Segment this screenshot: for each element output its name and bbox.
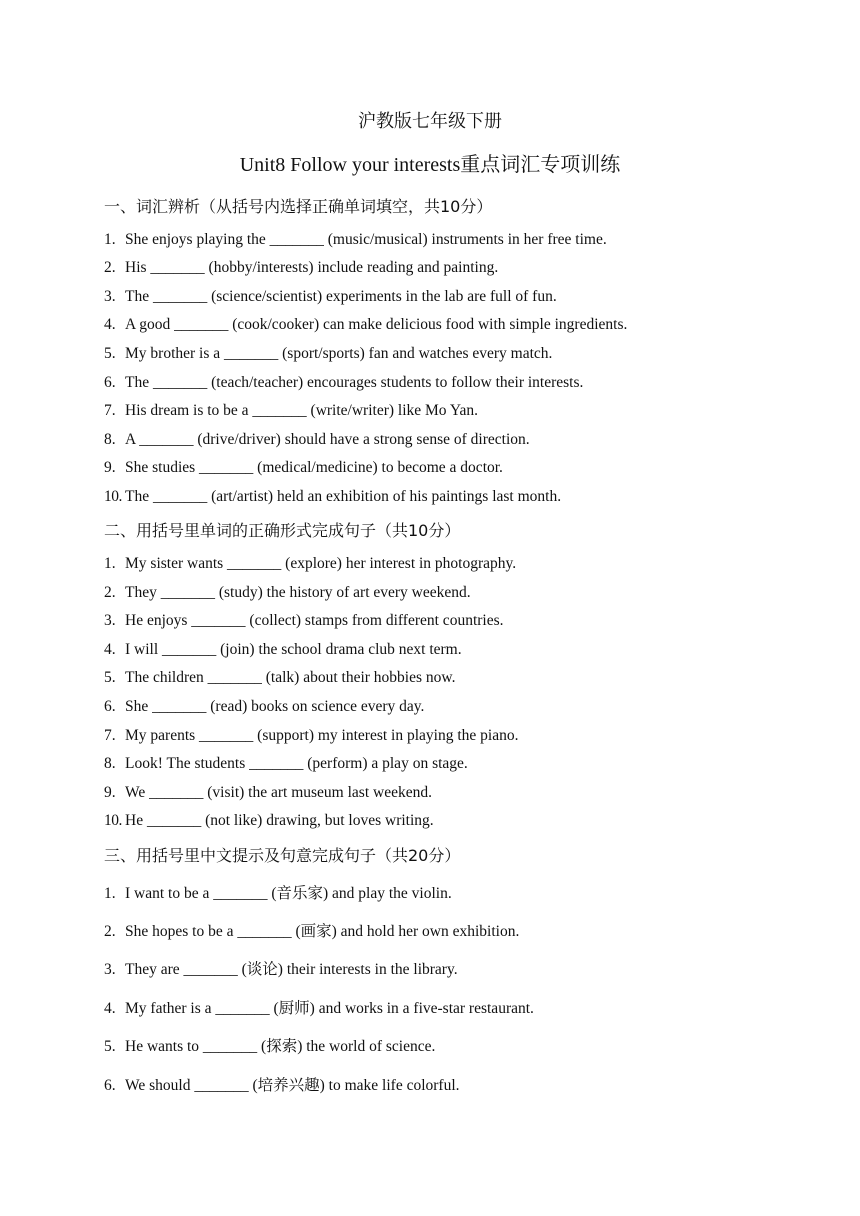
section-3-item-5: [104, 1037, 435, 1057]
item-text: We should _______ (培养兴趣) to make life colorful.: [125, 1077, 460, 1094]
section-1-item-9: [104, 458, 503, 478]
item-number: 1.: [104, 555, 116, 572]
item-number: 6.: [104, 1077, 116, 1094]
section-2-item-5: [104, 668, 455, 688]
item-text: His _______ (hobby/interests) include reading and painting.: [125, 259, 499, 276]
item-text: He _______ (not like) drawing, but loves writing.: [125, 812, 434, 829]
item-number: 8.: [104, 431, 116, 448]
item-number: 7.: [104, 402, 116, 419]
item-number: 1.: [104, 231, 116, 248]
item-text: They _______ (study) the history of art every weekend.: [125, 584, 471, 601]
section-3-item-4: [104, 999, 534, 1019]
section-1-heading: 一、词汇辨析（从括号内选择正确单词填空，共10分）: [104, 197, 493, 216]
section-2-item-1: [104, 554, 516, 574]
item-text: A _______ (drive/driver) should have a strong sense of direction.: [125, 431, 530, 448]
section-2-item-6: [104, 697, 424, 717]
item-number: 1.: [104, 885, 116, 902]
item-number: 3.: [104, 288, 116, 305]
item-text: My brother is a _______ (sport/sports) fan and watches every match.: [125, 345, 553, 362]
section-1-item-4: [104, 315, 627, 335]
page-subtitle: Unit8 Follow your interests重点词汇专项训练: [239, 154, 621, 176]
item-text: The _______ (art/artist) held an exhibition of his paintings last month.: [125, 488, 562, 505]
section-1-item-8: [104, 430, 530, 450]
section-3-item-2: [104, 922, 519, 942]
item-text: I want to be a _______ (音乐家) and play the violin.: [125, 885, 452, 902]
item-number: 5.: [104, 345, 116, 362]
item-number: 4.: [104, 316, 116, 333]
item-text: The _______ (teach/teacher) encourages students to follow their interests.: [125, 374, 584, 391]
item-text: She studies _______ (medical/medicine) to become a doctor.: [125, 459, 503, 476]
item-text: She hopes to be a _______ (画家) and hold her own exhibition.: [125, 923, 520, 940]
section-2-item-10: [104, 811, 434, 831]
item-text: Look! The students _______ (perform) a play on stage.: [125, 755, 468, 772]
section-1-item-7: [104, 401, 478, 421]
item-text: His dream is to be a _______ (write/writer) like Mo Yan.: [125, 402, 478, 419]
section-1-item-10: [104, 487, 561, 507]
item-text: My father is a _______ (厨师) and works in a five-star restaurant.: [125, 1000, 534, 1017]
item-number: 4.: [104, 1000, 116, 1017]
item-number: 5.: [104, 1038, 116, 1055]
item-number: 2.: [104, 923, 116, 940]
section-2-item-9: [104, 783, 432, 803]
section-2-item-8: [104, 754, 468, 774]
section-2-item-7: [104, 726, 518, 746]
item-text: A good _______ (cook/cooker) can make delicious food with simple ingredients.: [125, 316, 628, 333]
page-title: 沪教版七年级下册: [358, 111, 502, 132]
item-text: He wants to _______ (探索) the world of science.: [125, 1038, 436, 1055]
section-3-item-1: [104, 884, 452, 904]
item-text: My parents _______ (support) my interest in playing the piano.: [125, 727, 519, 744]
section-3-heading: 三、用括号里中文提示及句意完成句子（共20分）: [104, 846, 461, 865]
section-1-item-1: [104, 230, 607, 250]
item-number: 3.: [104, 961, 116, 978]
item-number: 5.: [104, 669, 116, 686]
item-text: He enjoys _______ (collect) stamps from different countries.: [125, 612, 504, 629]
item-number: 7.: [104, 727, 116, 744]
item-text: I will _______ (join) the school drama club next term.: [125, 641, 462, 658]
section-2-item-2: [104, 583, 471, 603]
item-number: 10.: [104, 812, 122, 829]
section-2-item-3: [104, 611, 504, 631]
item-text: My sister wants _______ (explore) her interest in photography.: [125, 555, 517, 572]
item-number: 8.: [104, 755, 116, 772]
item-number: 6.: [104, 374, 116, 391]
section-1-item-6: [104, 373, 583, 393]
item-text: They are _______ (谈论) their interests in the library.: [125, 961, 458, 978]
item-number: 9.: [104, 784, 116, 801]
item-number: 10.: [104, 488, 122, 505]
section-1-item-5: [104, 344, 552, 364]
section-3-item-6: [104, 1076, 460, 1096]
section-2-item-4: [104, 640, 462, 660]
section-2-heading: 二、用括号里单词的正确形式完成句子（共10分）: [104, 521, 461, 540]
item-text: She _______ (read) books on science every day.: [125, 698, 425, 715]
item-text: The _______ (science/scientist) experiments in the lab are full of fun.: [125, 288, 557, 305]
section-3-item-3: [104, 960, 458, 980]
item-number: 6.: [104, 698, 116, 715]
section-1-item-3: [104, 287, 557, 307]
item-number: 2.: [104, 259, 116, 276]
item-number: 3.: [104, 612, 116, 629]
item-number: 4.: [104, 641, 116, 658]
item-text: We _______ (visit) the art museum last weekend.: [125, 784, 432, 801]
item-number: 9.: [104, 459, 116, 476]
item-number: 2.: [104, 584, 116, 601]
item-text: The children _______ (talk) about their hobbies now.: [125, 669, 456, 686]
item-text: She enjoys playing the _______ (music/musical) instruments in her free time.: [125, 231, 607, 248]
section-1-item-2: [104, 258, 498, 278]
